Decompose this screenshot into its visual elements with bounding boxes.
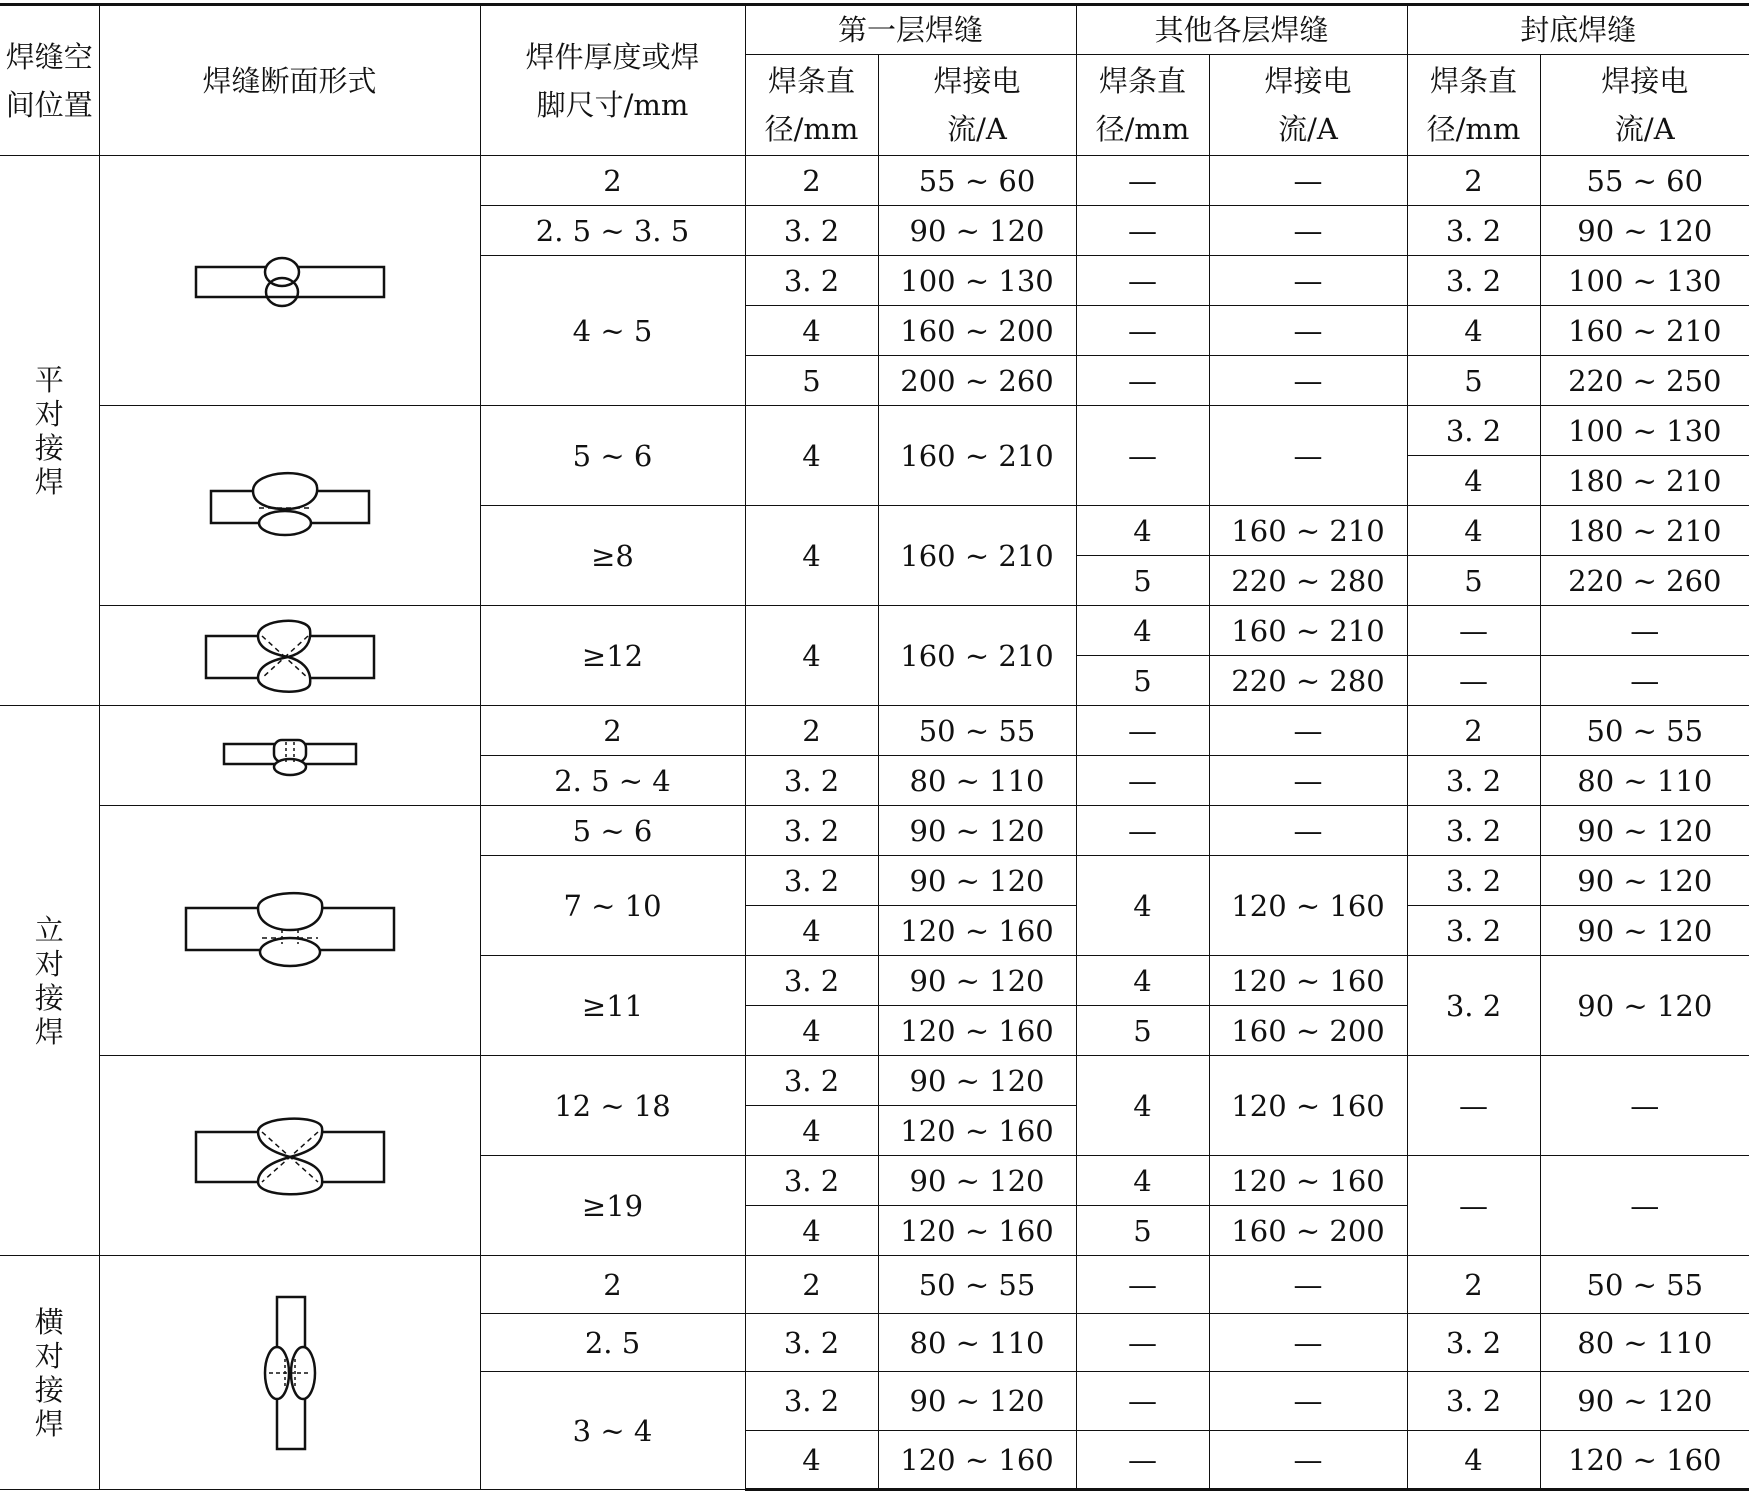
- header-diameter-1: [745, 55, 878, 156]
- header-section: 焊缝断面形式: [99, 5, 480, 156]
- diameter-cell: 2: [1407, 706, 1540, 756]
- current-cell: —: [1540, 606, 1749, 656]
- table-row: [0, 606, 1749, 656]
- current-cell: —: [1209, 256, 1407, 306]
- diameter-cell: 3. 2: [745, 1156, 878, 1206]
- diameter-cell: 3. 2: [1407, 756, 1540, 806]
- diameter-cell: 2: [1407, 1256, 1540, 1314]
- current-cell: 90 ~ 120: [1540, 806, 1749, 856]
- position-char: 焊: [34, 1406, 64, 1441]
- diameter-cell: 4: [745, 906, 878, 956]
- diameter-cell: 5: [745, 356, 878, 406]
- diameter-cell: 4: [1076, 856, 1209, 956]
- current-cell: —: [1540, 1056, 1749, 1156]
- diameter-cell: 3. 2: [1407, 956, 1540, 1056]
- current-cell: —: [1540, 1156, 1749, 1256]
- current-cell: 80 ~ 110: [1540, 756, 1749, 806]
- current-cell: 160 ~ 210: [1209, 606, 1407, 656]
- current-cell: 120 ~ 160: [1209, 856, 1407, 956]
- current-cell: 160 ~ 210: [1209, 506, 1407, 556]
- diameter-cell: 4: [745, 1431, 878, 1490]
- thickness-cell: ≥11: [480, 956, 745, 1056]
- current-cell: 90 ~ 120: [878, 956, 1076, 1006]
- table-row: [0, 156, 1749, 206]
- current-cell: 120 ~ 160: [878, 1106, 1076, 1156]
- current-cell: 80 ~ 110: [878, 756, 1076, 806]
- header-current-line-1: 焊接电: [1601, 64, 1689, 98]
- diameter-cell: 2: [745, 1256, 878, 1314]
- diameter-cell: —: [1076, 356, 1209, 406]
- thickness-cell: 2. 5 ~ 4: [480, 756, 745, 806]
- diameter-cell: 4: [1407, 456, 1540, 506]
- diameter-cell: —: [1076, 806, 1209, 856]
- current-cell: 90 ~ 120: [878, 206, 1076, 256]
- header-diameter-line-2: 径/mm: [764, 112, 859, 146]
- flat-butt-sketch-1: [99, 156, 480, 406]
- diameter-cell: 4: [1076, 606, 1209, 656]
- diameter-cell: 3. 2: [1407, 806, 1540, 856]
- current-cell: 200 ~ 260: [878, 356, 1076, 406]
- vertical-butt-sketch-1: [99, 706, 480, 806]
- position-horizontal: [0, 1256, 99, 1490]
- current-cell: 100 ~ 130: [1540, 406, 1749, 456]
- current-cell: 55 ~ 60: [878, 156, 1076, 206]
- current-cell: 160 ~ 200: [878, 306, 1076, 356]
- thickness-cell: 2. 5 ~ 3. 5: [480, 206, 745, 256]
- current-cell: 180 ~ 210: [1540, 506, 1749, 556]
- thickness-cell: ≥19: [480, 1156, 745, 1256]
- position-char: 焊: [34, 464, 64, 499]
- diameter-cell: —: [1076, 1372, 1209, 1431]
- diameter-cell: 4: [1076, 506, 1209, 556]
- current-cell: 180 ~ 210: [1540, 456, 1749, 506]
- header-current-3: [1540, 55, 1749, 156]
- header-diameter-line-1: 焊条直: [1430, 64, 1518, 98]
- table-row: [0, 406, 1749, 456]
- position-flat: [0, 156, 99, 706]
- current-cell: 90 ~ 120: [878, 1156, 1076, 1206]
- current-cell: 50 ~ 55: [878, 706, 1076, 756]
- current-cell: 90 ~ 120: [1540, 856, 1749, 906]
- position-char: 对: [34, 946, 64, 981]
- current-cell: 90 ~ 120: [878, 1056, 1076, 1106]
- position-char: 横: [34, 1304, 64, 1339]
- double-side-butt-weld-diagram: [205, 461, 375, 551]
- current-cell: 90 ~ 120: [1540, 906, 1749, 956]
- diameter-cell: 4: [745, 606, 878, 706]
- position-char: 对: [34, 396, 64, 431]
- current-cell: —: [1209, 406, 1407, 506]
- thickness-cell: ≥8: [480, 506, 745, 606]
- diameter-cell: 2: [745, 706, 878, 756]
- diameter-cell: 3. 2: [1407, 1314, 1540, 1372]
- current-cell: 160 ~ 210: [1540, 306, 1749, 356]
- header-current-line-1: 焊接电: [933, 64, 1021, 98]
- diameter-cell: —: [1076, 406, 1209, 506]
- header-row-1: [0, 5, 1749, 55]
- current-cell: 90 ~ 120: [878, 856, 1076, 906]
- thickness-cell: 7 ~ 10: [480, 856, 745, 956]
- table-row: [0, 706, 1749, 756]
- diameter-cell: —: [1407, 606, 1540, 656]
- diameter-cell: —: [1076, 1431, 1209, 1490]
- diameter-cell: 3. 2: [1407, 856, 1540, 906]
- current-cell: 120 ~ 160: [1209, 1156, 1407, 1206]
- header-diameter-line-2: 径/mm: [1095, 112, 1190, 146]
- position-char: 平: [34, 362, 64, 397]
- diameter-cell: 3. 2: [745, 1314, 878, 1372]
- header-diameter-line-1: 焊条直: [767, 64, 855, 98]
- thin-plate-butt-weld-diagram: [220, 734, 360, 778]
- diameter-cell: 3. 2: [745, 956, 878, 1006]
- current-cell: 220 ~ 260: [1540, 556, 1749, 606]
- current-cell: 160 ~ 200: [1209, 1206, 1407, 1256]
- current-cell: 80 ~ 110: [1540, 1314, 1749, 1372]
- position-char: 焊: [34, 1014, 64, 1049]
- header-position-line-2: 间位置: [5, 87, 93, 122]
- current-cell: —: [1209, 156, 1407, 206]
- thickness-cell: 2: [480, 706, 745, 756]
- diameter-cell: 5: [1407, 356, 1540, 406]
- header-position: [0, 5, 99, 156]
- thickness-cell: 5 ~ 6: [480, 406, 745, 506]
- diameter-cell: 4: [745, 1006, 878, 1056]
- diameter-cell: 3. 2: [745, 1056, 878, 1106]
- diameter-cell: 3. 2: [1407, 1372, 1540, 1431]
- header-diameter-line-1: 焊条直: [1099, 64, 1187, 98]
- diameter-cell: 5: [1407, 556, 1540, 606]
- current-cell: —: [1209, 306, 1407, 356]
- header-current-line-2: 流/A: [947, 112, 1007, 146]
- diameter-cell: —: [1076, 156, 1209, 206]
- header-current-line-1: 焊接电: [1264, 64, 1352, 98]
- current-cell: 120 ~ 160: [878, 906, 1076, 956]
- diameter-cell: —: [1076, 1314, 1209, 1372]
- current-cell: 90 ~ 120: [878, 1372, 1076, 1431]
- current-cell: 100 ~ 130: [878, 256, 1076, 306]
- position-vertical: [0, 706, 99, 1256]
- current-cell: 120 ~ 160: [1209, 956, 1407, 1006]
- diameter-cell: 4: [1076, 956, 1209, 1006]
- horizontal-butt-weld-diagram: [255, 1293, 325, 1453]
- diameter-cell: 2: [745, 156, 878, 206]
- vertical-butt-sketch-3: [99, 1056, 480, 1256]
- current-cell: 220 ~ 280: [1209, 556, 1407, 606]
- current-cell: —: [1209, 1256, 1407, 1314]
- current-cell: —: [1209, 1431, 1407, 1490]
- table-row: [0, 806, 1749, 856]
- current-cell: 90 ~ 120: [878, 806, 1076, 856]
- current-cell: 120 ~ 160: [878, 1431, 1076, 1490]
- diameter-cell: 2: [1407, 156, 1540, 206]
- position-char: 接: [34, 430, 64, 465]
- current-cell: —: [1209, 1372, 1407, 1431]
- diameter-cell: —: [1076, 206, 1209, 256]
- horizontal-butt-sketch: [99, 1256, 480, 1490]
- table-row: [0, 1056, 1749, 1106]
- single-side-butt-weld-diagram: [190, 251, 390, 311]
- position-char: 接: [34, 980, 64, 1015]
- diameter-cell: 3. 2: [745, 756, 878, 806]
- diameter-cell: 3. 2: [1407, 206, 1540, 256]
- diameter-cell: 4: [745, 1206, 878, 1256]
- position-char: 对: [34, 1338, 64, 1373]
- current-cell: 90 ~ 120: [1540, 956, 1749, 1056]
- thickness-cell: 5 ~ 6: [480, 806, 745, 856]
- diameter-cell: —: [1407, 656, 1540, 706]
- current-cell: 55 ~ 60: [1540, 156, 1749, 206]
- current-cell: —: [1209, 356, 1407, 406]
- current-cell: 50 ~ 55: [1540, 1256, 1749, 1314]
- diameter-cell: 4: [1076, 1156, 1209, 1206]
- diameter-cell: 4: [745, 406, 878, 506]
- current-cell: —: [1209, 206, 1407, 256]
- current-cell: 160 ~ 200: [1209, 1006, 1407, 1056]
- diameter-cell: 4: [1407, 1431, 1540, 1490]
- header-current-1: [878, 55, 1076, 156]
- header-group-first-layer: 第一层焊缝: [745, 5, 1076, 55]
- current-cell: 80 ~ 110: [878, 1314, 1076, 1372]
- diameter-cell: 3. 2: [745, 856, 878, 906]
- current-cell: 160 ~ 210: [878, 606, 1076, 706]
- diameter-cell: —: [1076, 1256, 1209, 1314]
- current-cell: 120 ~ 160: [878, 1006, 1076, 1056]
- diameter-cell: 5: [1076, 1006, 1209, 1056]
- welding-parameter-table: [0, 3, 1749, 1491]
- current-cell: —: [1209, 706, 1407, 756]
- header-thickness: [480, 5, 745, 156]
- diameter-cell: 4: [745, 506, 878, 606]
- flat-butt-sketch-2: [99, 406, 480, 606]
- diameter-cell: —: [1407, 1156, 1540, 1256]
- diameter-cell: 4: [1407, 506, 1540, 556]
- vertical-butt-sketch-2: [99, 806, 480, 1056]
- header-group-backing: 封底焊缝: [1407, 5, 1749, 55]
- current-cell: 50 ~ 55: [1540, 706, 1749, 756]
- header-current-line-2: 流/A: [1614, 112, 1675, 146]
- diameter-cell: —: [1076, 756, 1209, 806]
- diameter-cell: —: [1076, 256, 1209, 306]
- thickness-cell: ≥12: [480, 606, 745, 706]
- header-group-other-layers: 其他各层焊缝: [1076, 5, 1407, 55]
- thickness-cell: 2: [480, 156, 745, 206]
- table-row: [0, 1256, 1749, 1314]
- header-diameter-2: [1076, 55, 1209, 156]
- diameter-cell: —: [1076, 706, 1209, 756]
- current-cell: 50 ~ 55: [878, 1256, 1076, 1314]
- current-cell: —: [1540, 656, 1749, 706]
- diameter-cell: 4: [745, 1106, 878, 1156]
- current-cell: 100 ~ 130: [1540, 256, 1749, 306]
- diameter-cell: 4: [1407, 306, 1540, 356]
- diameter-cell: 5: [1076, 556, 1209, 606]
- thickness-cell: 12 ~ 18: [480, 1056, 745, 1156]
- diameter-cell: 3. 2: [745, 206, 878, 256]
- current-cell: 220 ~ 250: [1540, 356, 1749, 406]
- current-cell: —: [1209, 806, 1407, 856]
- diameter-cell: 4: [1076, 1056, 1209, 1156]
- header-thickness-line-2: 脚尺寸/mm: [536, 87, 689, 122]
- thickness-cell: 2. 5: [480, 1314, 745, 1372]
- diameter-cell: —: [1407, 1056, 1540, 1156]
- diameter-cell: 3. 2: [745, 1372, 878, 1431]
- header-thickness-line-1: 焊件厚度或焊: [525, 39, 700, 74]
- header-position-line-1: 焊缝空: [5, 39, 93, 74]
- current-cell: 120 ~ 160: [878, 1206, 1076, 1256]
- diameter-cell: 3. 2: [1407, 256, 1540, 306]
- header-diameter-line-2: 径/mm: [1426, 112, 1521, 146]
- current-cell: 90 ~ 120: [1540, 206, 1749, 256]
- diameter-cell: 5: [1076, 656, 1209, 706]
- position-char: 接: [34, 1372, 64, 1407]
- x-groove-butt-weld-diagram: [200, 616, 380, 696]
- current-cell: —: [1209, 1314, 1407, 1372]
- current-cell: 160 ~ 210: [878, 406, 1076, 506]
- current-cell: 90 ~ 120: [1540, 1372, 1749, 1431]
- x-groove-vertical-weld-diagram: [190, 1114, 390, 1198]
- diameter-cell: 4: [745, 306, 878, 356]
- header-diameter-3: [1407, 55, 1540, 156]
- diameter-cell: 3. 2: [1407, 406, 1540, 456]
- diameter-cell: 5: [1076, 1206, 1209, 1256]
- flat-butt-sketch-3: [99, 606, 480, 706]
- header-current-2: [1209, 55, 1407, 156]
- diameter-cell: —: [1076, 306, 1209, 356]
- current-cell: 120 ~ 160: [1209, 1056, 1407, 1156]
- thickness-cell: 3 ~ 4: [480, 1372, 745, 1490]
- thickness-cell: 4 ~ 5: [480, 256, 745, 406]
- v-groove-vertical-weld-diagram: [180, 886, 400, 976]
- position-char: 立: [34, 912, 64, 947]
- current-cell: 220 ~ 280: [1209, 656, 1407, 706]
- thickness-cell: 2: [480, 1256, 745, 1314]
- header-current-line-2: 流/A: [1278, 112, 1338, 146]
- diameter-cell: 3. 2: [745, 806, 878, 856]
- diameter-cell: 3. 2: [1407, 906, 1540, 956]
- current-cell: 120 ~ 160: [1540, 1431, 1749, 1490]
- current-cell: —: [1209, 756, 1407, 806]
- diameter-cell: 3. 2: [745, 256, 878, 306]
- current-cell: 160 ~ 210: [878, 506, 1076, 606]
